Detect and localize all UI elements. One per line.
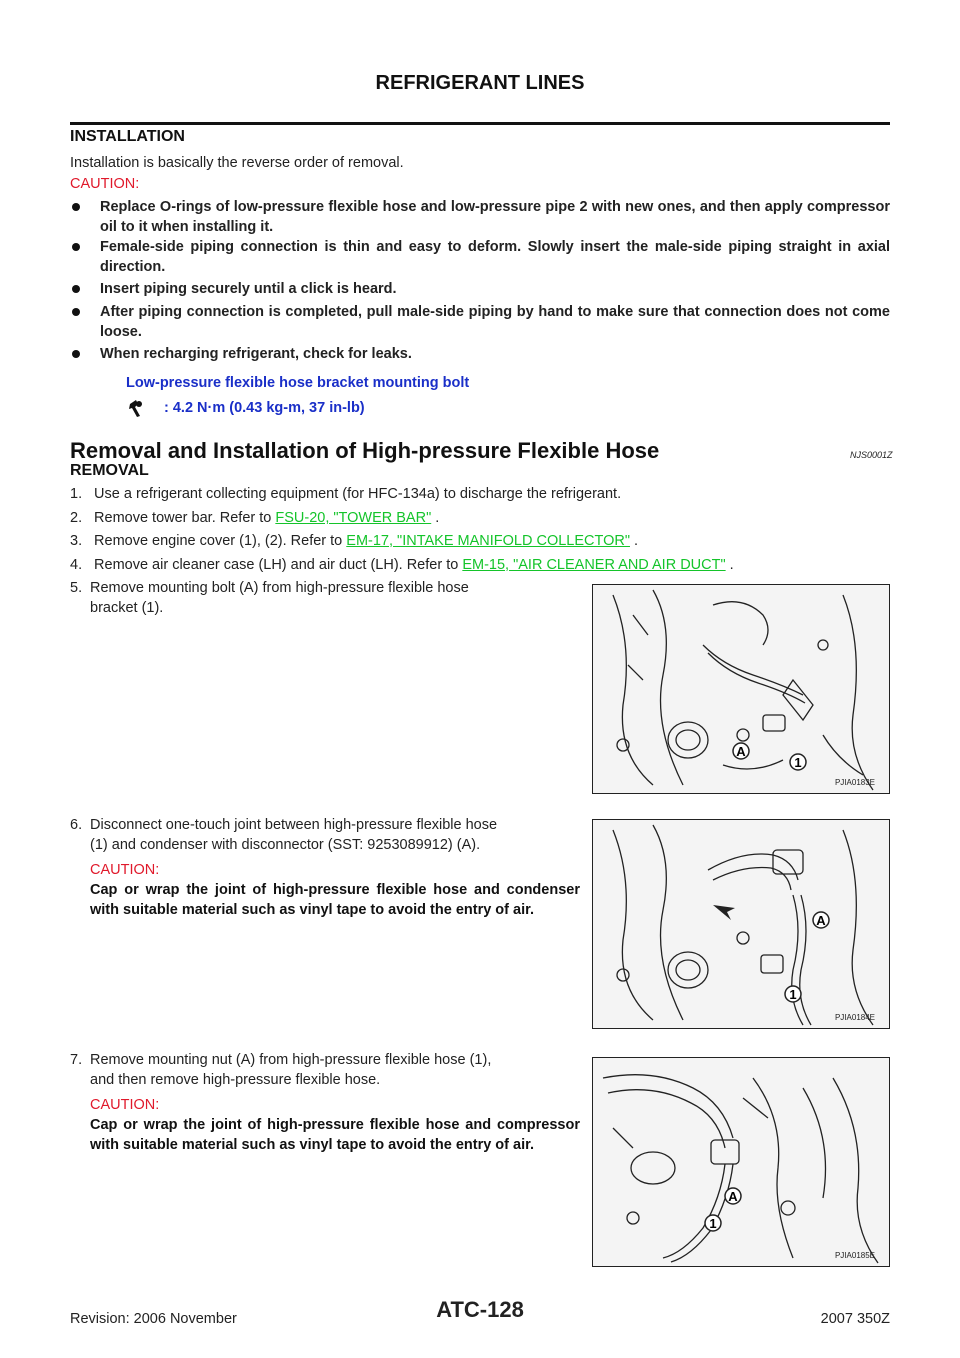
bullet-icon <box>72 203 80 211</box>
engine-bay-illustration <box>593 1058 889 1266</box>
svg-text:1: 1 <box>789 987 797 1002</box>
callout-a <box>813 912 829 928</box>
step-1 <box>70 484 621 504</box>
figure-code: PJIA0185E <box>834 1251 875 1260</box>
torque-wrench-icon <box>126 398 148 418</box>
step-caution-label: CAUTION: <box>90 1097 160 1113</box>
step-5 <box>70 578 580 618</box>
step-number: 5. <box>70 580 83 596</box>
callout-1 <box>785 986 801 1002</box>
step-text-cont: and then remove high-pressure flexible hose. <box>90 1072 381 1088</box>
step-7 <box>70 1050 580 1155</box>
step-4 <box>70 555 734 575</box>
caution-bullet-text: Replace O-rings of low-pressure flexible hose and low-pressure pipe 2 with new ones, and then apply compressor oil to it when installing it. <box>100 199 890 235</box>
step-text: Remove air cleaner case (LH) and air duct (LH). Refer to <box>94 557 463 573</box>
bullet-icon <box>72 243 80 251</box>
caution-bullet <box>70 302 890 342</box>
caution-bullet-text: When recharging refrigerant, check for leaks. <box>100 346 412 362</box>
figure-pjia0185e <box>592 1057 890 1267</box>
caution-bullet-text: After piping connection is completed, pull male-side piping by hand to make sure that connection does not come loose. <box>100 304 890 340</box>
caution-bullet <box>70 197 890 237</box>
footer-revision: Revision: 2006 November <box>70 1311 237 1327</box>
step-caution-text: Cap or wrap the joint of high-pressure flexible hose and compressor with suitable material such as vinyl tape to avoid the entry of air. <box>90 1117 580 1153</box>
step-text-tail: . <box>629 533 639 549</box>
bullet-icon <box>72 285 80 293</box>
svg-text:A: A <box>728 1189 738 1204</box>
step-text: Remove mounting nut (A) from high-pressure flexible hose (1), <box>90 1052 492 1068</box>
step-6 <box>70 815 580 920</box>
link-em-17[interactable]: EM-17, "INTAKE MANIFOLD COLLECTOR" <box>346 533 630 549</box>
step-text: Remove mounting bolt (A) from high-pressure flexible hose <box>90 580 469 596</box>
installation-heading: INSTALLATION <box>70 128 185 145</box>
step-caution-label: CAUTION: <box>90 862 160 878</box>
callout-a <box>733 743 749 759</box>
torque-label: Low-pressure flexible hose bracket mounting bolt <box>126 375 470 391</box>
step-text: Remove engine cover (1), (2). Refer to <box>94 533 347 549</box>
step-text-tail: . <box>431 510 440 526</box>
step-number: 6. <box>70 817 83 833</box>
link-fsu-20[interactable]: FSU-20, "TOWER BAR" <box>275 510 432 526</box>
step-2 <box>70 508 439 528</box>
step-text: Disconnect one-touch joint between high-pressure flexible hose <box>90 817 498 833</box>
callout-1 <box>705 1215 721 1231</box>
removal-heading: REMOVAL <box>70 462 149 479</box>
link-em-15[interactable]: EM-15, "AIR CLEANER AND AIR DUCT" <box>462 557 726 573</box>
header-divider <box>70 122 890 125</box>
figure-code: PJIA0184E <box>834 1013 875 1022</box>
step-3 <box>70 531 638 551</box>
caution-bullet-text: Insert piping securely until a click is heard. <box>100 281 397 297</box>
step-caution-text: Cap or wrap the joint of high-pressure flexible hose and condenser with suitable material such as vinyl tape to avoid the entry of air. <box>90 882 580 918</box>
callout-1 <box>790 754 806 770</box>
torque-value: : 4.2 N·m (0.43 kg-m, 37 in-lb) <box>164 400 365 416</box>
svg-text:A: A <box>816 913 826 928</box>
svg-text:1: 1 <box>709 1216 717 1231</box>
footer-page-number: ATC-128 <box>436 1297 524 1322</box>
section-code: NJS0001Z <box>850 450 893 460</box>
step-number: 3. <box>70 533 83 549</box>
page-header-title: REFRIGERANT LINES <box>375 72 585 94</box>
step-number: 7. <box>70 1052 83 1068</box>
installation-intro: Installation is basically the reverse order of removal. <box>70 155 404 171</box>
figure-pjia0183e <box>592 584 890 794</box>
step-text-cont: (1) and condenser with disconnector (SST: 9253089912) (A). <box>90 837 481 853</box>
figure-pjia0184e <box>592 819 890 1029</box>
engine-bay-illustration <box>593 585 889 793</box>
step-text: Use a refrigerant collecting equipment (for HFC-134a) to discharge the refrigerant. <box>94 486 622 502</box>
caution-bullet <box>70 237 890 277</box>
step-text: Remove tower bar. Refer to <box>94 510 276 526</box>
svg-text:A: A <box>736 744 746 759</box>
bullet-icon <box>72 350 80 358</box>
callout-a <box>725 1188 741 1204</box>
engine-bay-illustration <box>593 820 889 1028</box>
caution-bullet <box>70 279 890 299</box>
section-title: Removal and Installation of High-pressure Flexible Hose <box>70 438 660 463</box>
installation-caution-label: CAUTION: <box>70 176 140 192</box>
caution-bullet <box>70 344 890 364</box>
bullet-icon <box>72 308 80 316</box>
step-number: 1. <box>70 486 83 502</box>
figure-code: PJIA0183E <box>834 778 875 787</box>
step-text-cont: bracket (1). <box>90 600 164 616</box>
caution-bullet-text: Female-side piping connection is thin and easy to deform. Slowly insert the male-side piping straight in axial direction. <box>100 239 890 275</box>
svg-text:1: 1 <box>794 755 802 770</box>
footer-model: 2007 350Z <box>820 1311 890 1327</box>
step-number: 4. <box>70 557 83 573</box>
step-text-tail: . <box>725 557 734 573</box>
step-number: 2. <box>70 510 83 526</box>
